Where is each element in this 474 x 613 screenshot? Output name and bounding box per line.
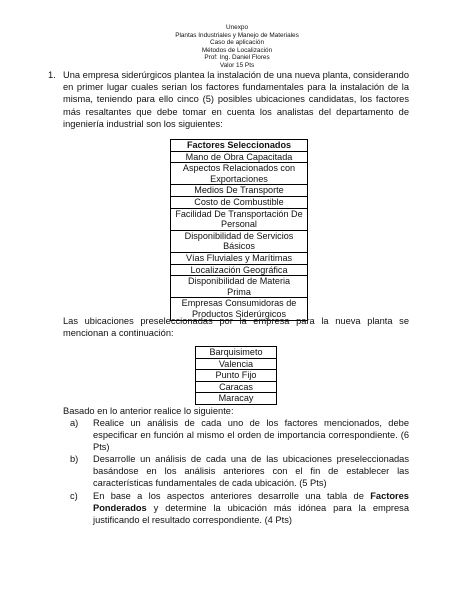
factor-row: Mano de Obra Capacitada: [171, 151, 308, 163]
location-row: Barquisimeto: [196, 347, 277, 359]
header-course: Plantas Industriales y Manejo de Materiales: [175, 31, 299, 39]
location-row: Maracay: [196, 393, 277, 405]
factor-row: Aspectos Relacionados con Exportaciones: [171, 163, 308, 185]
factor-row: Disponibilidad de Materia Prima: [171, 276, 308, 298]
header-doc-type: Caso de aplicación: [210, 39, 264, 47]
location-row: Punto Fijo: [196, 370, 277, 382]
factors-table-header: Factores Seleccionados: [171, 140, 308, 152]
question-number: 1.: [48, 70, 56, 80]
instruction-b: [70, 453, 409, 490]
instruction-c-label: c): [70, 491, 78, 501]
instruction-c-text-before: En base a los aspectos anteriores desarrolle una tabla de: [93, 491, 364, 501]
instruction-b-text: Desarrolle un análisis de cada una de las ubicaciones preseleccionadas basándose en los análisis anteriores con el fin de establecer las características fundamentales de cada ubicación. (5 Pts): [93, 454, 409, 489]
factor-row: Costo de Combustible: [171, 196, 308, 208]
question-text: Una empresa siderúrgicos plantea la instalación de una nueva planta, considerando en primer lugar cuales serian los factores fundamentales para la instalación de la misma, teniendo para ello cinco (5) posibles ubicaciones candidatas, los factores más resaltantes que debe tomar en cuenta los analistas del departamento de ingeniería industrial son los siguientes:: [63, 70, 409, 129]
factor-row: Medios De Transporte: [171, 185, 308, 197]
location-row: Caracas: [196, 381, 277, 393]
header-topic: Métodos de Localización: [201, 46, 273, 54]
header-value: Valor 15 Pts: [219, 61, 255, 69]
location-row: Valencia: [196, 358, 277, 370]
instruction-c-bold: Factores Ponderados: [93, 491, 409, 514]
instruction-a: [70, 417, 409, 454]
instruction-a-label: a): [70, 418, 79, 428]
factor-row: Facilidad De Transportación De Personal: [171, 208, 308, 230]
instruction-c: [70, 490, 409, 527]
header-professor: Prof: Ing. Daniel Flores: [204, 54, 270, 62]
locations-table: [195, 346, 277, 405]
instructions-intro: Basado en lo anterior realice lo siguiente:: [63, 406, 234, 416]
question-1: [48, 69, 409, 130]
factor-row: Vías Fluviales y Marítimas: [171, 252, 308, 264]
factor-row: Empresas Consumidoras de Productos Siderúrgicos: [171, 298, 308, 320]
factor-row: Disponibilidad de Servicios Básicos: [171, 230, 308, 252]
factors-table: [170, 139, 308, 321]
instruction-c-text-after: y determine la ubicación más idónea para la empresa justificando el resultado correspondiente. (4 Pts): [93, 503, 409, 526]
document-header: [0, 24, 474, 70]
instruction-a-text: Realice un análisis de cada uno de los factores mencionados, debe especificar en función al mismo el orden de importancia correspondiente. (6 Pts): [93, 418, 409, 453]
instruction-b-label: b): [70, 454, 79, 464]
factor-row: Localización Geográfica: [171, 264, 308, 276]
header-institution: Unexpo: [225, 24, 249, 31]
locations-intro: Las ubicaciones preseleccionadas por la empresa para la nueva planta se mencionan a continuación:: [63, 316, 409, 339]
